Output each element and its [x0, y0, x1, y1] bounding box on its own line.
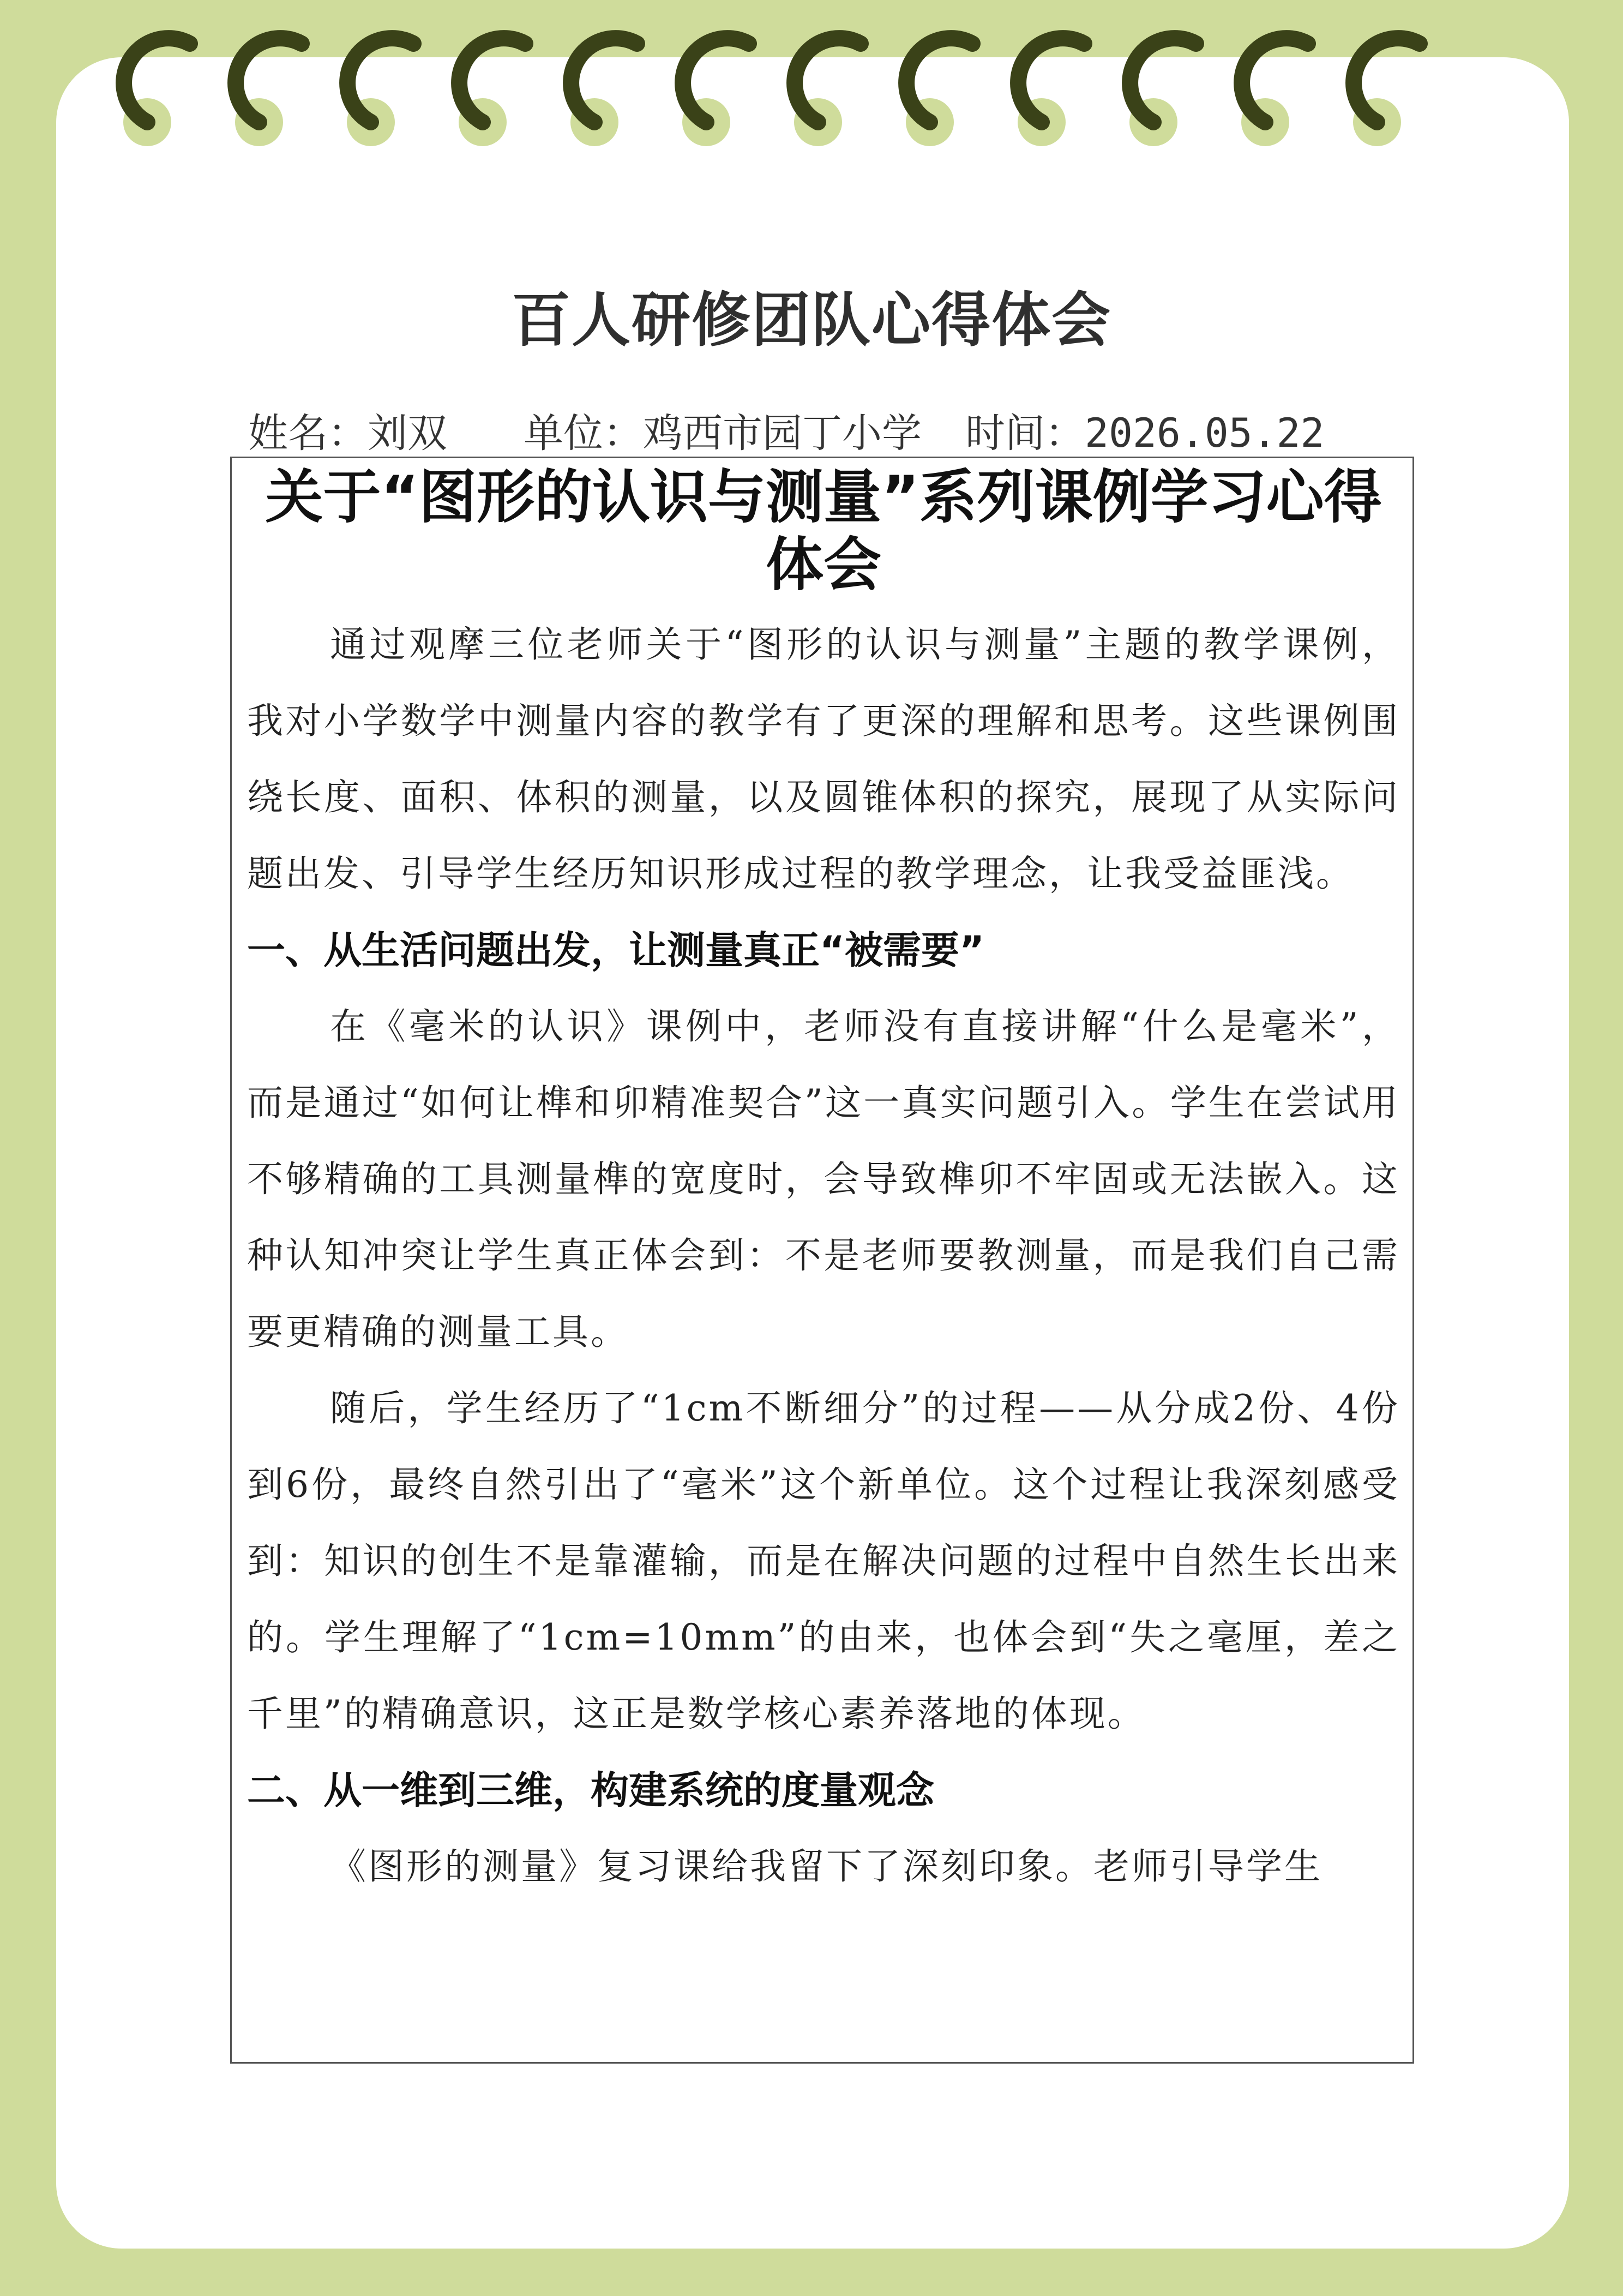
- author-info-line: [248, 401, 1393, 458]
- section1-paragraph-2: 随后，学生经历了“1cm不断细分”的过程——从分成2份、4份到6份，最终自然引出了“毫米”这个新单位。这个过程让我深刻感受到：知识的创生不是靠灌输，而是在解决问题的过程中自然生长出来的。学生理解了“1cm=10mm”的由来，也体会到“失之毫厘，差之千里”的精确意识，这正是数学核心素养落地的体现。: [247, 1387, 1400, 1735]
- binding-ring-icon: [1225, 0, 1334, 164]
- binding-ring-icon: [330, 0, 440, 164]
- section2-paragraph-1: 《图形的测量》复习课给我留下了深刻印象。老师引导学生: [330, 1845, 1323, 1887]
- section1-paragraph-1: 在《毫米的认识》课例中，老师没有直接讲解“什么是毫米”，而是通过“如何让榫和卯精准契合”这一真实问题引入。学生在尝试用不够精确的工具测量榫的宽度时，会导致榫卯不牢固或无法嵌入。这种认知冲突让学生真正体会到：不是老师要教测量，而是我们自己需要更精确的测量工具。: [247, 1005, 1400, 1353]
- article-title: 关于“图形的认识与测量”系列课例学习心得体会: [265, 464, 1382, 598]
- author-unit: 单位：鸡西市园丁小学: [524, 410, 922, 457]
- page-title: 百人研修团队心得体会: [511, 286, 1111, 355]
- binding-ring-icon: [889, 0, 999, 164]
- binding-ring-icon: [1113, 0, 1222, 164]
- binding-ring-icon: [666, 0, 775, 164]
- binding-ring-icon: [1001, 0, 1110, 164]
- spiral-binding: [0, 0, 1623, 164]
- binding-ring-icon: [107, 0, 216, 164]
- binding-ring-icon: [219, 0, 328, 164]
- date-field: 时间：2026.05.22: [965, 410, 1325, 457]
- binding-ring-icon: [554, 0, 663, 164]
- author-name: 姓名：刘双: [248, 410, 447, 457]
- section-heading-2: 二、从一维到三维，构建系统的度量观念: [247, 1768, 934, 1813]
- article-box: [230, 457, 1414, 2064]
- intro-paragraph: 通过观摩三位老师关于“图形的认识与测量”主题的教学课例，我对小学数学中测量内容的教学有了更深的理解和思考。这些课例围绕长度、面积、体积的测量，以及圆锥体积的探究，展现了从实际问题出发、引导学生经历知识形成过程的教学理念，让我受益匪浅。: [247, 624, 1400, 895]
- binding-ring-icon: [778, 0, 887, 164]
- binding-ring-icon: [1337, 0, 1446, 164]
- binding-ring-icon: [442, 0, 551, 164]
- section-heading-1: 一、从生活问题出发，让测量真正“被需要”: [247, 928, 985, 973]
